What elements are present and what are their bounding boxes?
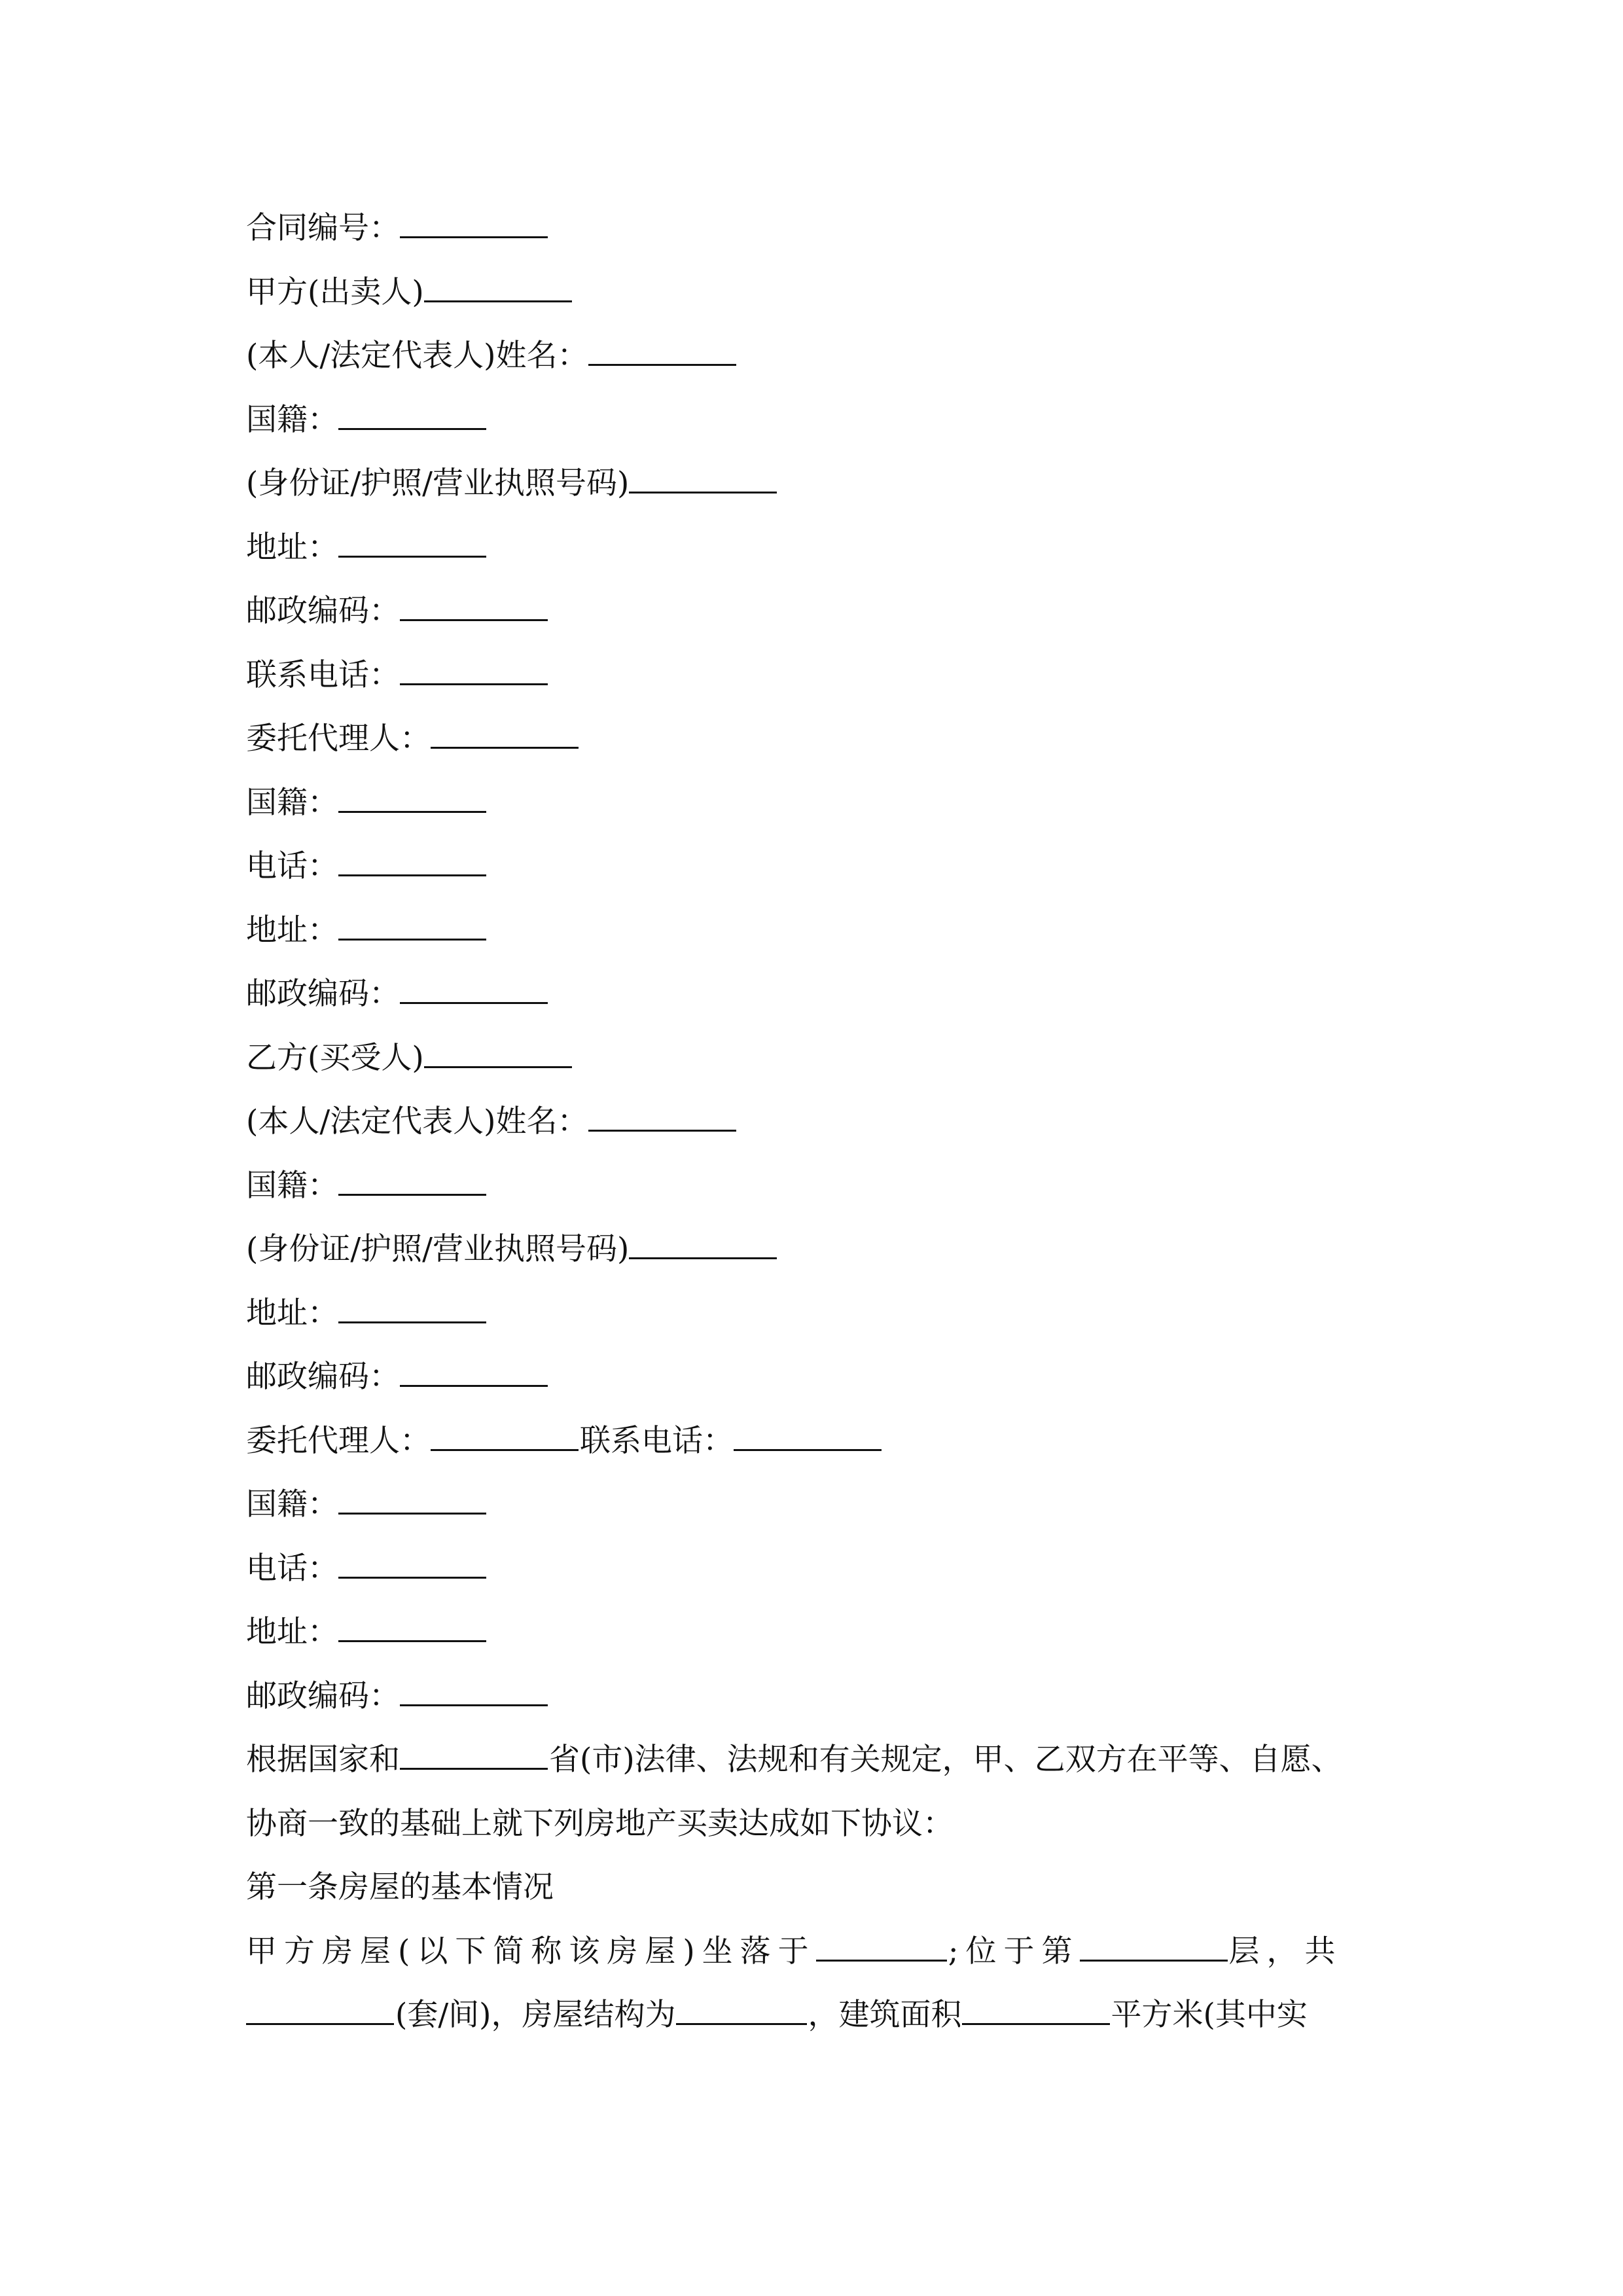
field-label: 委托代理人：: [246, 1422, 431, 1459]
fill-blank[interactable]: [338, 1155, 486, 1196]
buyer-agent-line: [246, 1409, 1398, 1473]
article-text: ;位于第: [948, 1933, 1080, 1969]
field-label: 国籍：: [246, 1167, 338, 1204]
field-label: 地址：: [246, 1295, 338, 1331]
seller-agent-phone-line: [246, 834, 1398, 899]
fill-blank[interactable]: [400, 1729, 548, 1770]
article-heading: 第一条房屋的基本情况: [246, 1869, 554, 1905]
seller-id-line: [246, 452, 1398, 516]
fill-blank[interactable]: [400, 963, 548, 1004]
fill-blank[interactable]: [338, 899, 486, 941]
field-label: 地址：: [246, 912, 338, 948]
buyer-agent-postcode-line: [246, 1664, 1398, 1729]
buyer-nationality-line: [246, 1154, 1398, 1218]
preamble-line-1: [246, 1728, 1398, 1792]
preamble-text: 协商一致的基础上就下列房地产买卖达成如下协议：: [246, 1805, 954, 1842]
article-1-title: [246, 1856, 1398, 1920]
seller-nationality-line: [246, 388, 1398, 452]
preamble-text: 省(市)法律、法规和有关规定，甲、乙双方在平等、自愿、: [549, 1742, 1342, 1778]
field-label: (本人/法定代表人)姓名：: [246, 338, 588, 374]
article-text: 层，共: [1228, 1933, 1343, 1969]
fill-blank[interactable]: [629, 452, 777, 493]
fill-blank[interactable]: [431, 708, 579, 749]
fill-blank[interactable]: [338, 1601, 486, 1642]
fill-blank[interactable]: [588, 325, 736, 366]
fill-blank[interactable]: [816, 1920, 947, 1962]
fill-blank[interactable]: [400, 1346, 548, 1387]
field-label: 地址：: [246, 1614, 338, 1650]
field-label: 电话：: [246, 1550, 338, 1587]
contract-number-line: [246, 196, 1398, 260]
field-label: 联系电话：: [246, 656, 400, 693]
field-label: 甲方(出卖人): [246, 274, 424, 310]
fill-blank[interactable]: [400, 197, 548, 238]
field-label: 国籍：: [246, 784, 338, 821]
buyer-agent-nationality-line: [246, 1473, 1398, 1537]
fill-blank[interactable]: [338, 516, 486, 558]
article-text: 甲方房屋(以下简称该房屋)坐落于: [246, 1933, 816, 1969]
seller-line: [246, 260, 1398, 325]
buyer-id-line: [246, 1217, 1398, 1282]
field-label: (本人/法定代表人)姓名：: [246, 1103, 588, 1139]
fill-blank[interactable]: [431, 1410, 579, 1451]
fill-blank[interactable]: [424, 261, 572, 302]
buyer-agent-address-line: [246, 1600, 1398, 1664]
fill-blank[interactable]: [338, 772, 486, 813]
field-label: 邮政编码：: [246, 976, 400, 1012]
field-label: (身份证/护照/营业执照号码): [246, 1231, 630, 1267]
fill-blank[interactable]: [338, 835, 486, 876]
article-text: 平方米(其中实: [1111, 1997, 1308, 2033]
fill-blank[interactable]: [400, 580, 548, 621]
fill-blank[interactable]: [338, 389, 486, 430]
field-label: (身份证/护照/营业执照号码): [246, 465, 630, 501]
field-label: 乙方(买受人): [246, 1039, 424, 1076]
field-label: 邮政编码：: [246, 1677, 400, 1714]
seller-address-line: [246, 516, 1398, 580]
article-text: (套/间)，房屋结构为: [395, 1997, 676, 2033]
article-1-line-2: [246, 1983, 1398, 2047]
preamble-text: 根据国家和: [246, 1742, 400, 1778]
field-label: 国籍：: [246, 401, 338, 438]
seller-agent-address-line: [246, 899, 1398, 963]
fill-blank[interactable]: [629, 1218, 777, 1259]
seller-agent-line: [246, 707, 1398, 771]
fill-blank[interactable]: [338, 1282, 486, 1323]
buyer-address-line: [246, 1282, 1398, 1346]
article-text: ，建筑面积: [808, 1997, 962, 2033]
seller-name-line: [246, 324, 1398, 388]
fill-blank[interactable]: [400, 1665, 548, 1706]
fill-blank[interactable]: [734, 1410, 882, 1451]
buyer-name-line: [246, 1090, 1398, 1154]
fill-blank[interactable]: [1080, 1920, 1228, 1962]
fill-blank[interactable]: [400, 644, 548, 685]
seller-postcode-line: [246, 579, 1398, 643]
field-label: 委托代理人：: [246, 721, 431, 757]
buyer-line: [246, 1026, 1398, 1090]
seller-phone-line: [246, 643, 1398, 708]
field-label: 邮政编码：: [246, 1359, 400, 1395]
field-label: 国籍：: [246, 1486, 338, 1522]
fill-blank[interactable]: [246, 1984, 394, 2025]
fill-blank[interactable]: [424, 1027, 572, 1068]
article-1-line-1: [246, 1920, 1398, 1984]
fill-blank[interactable]: [962, 1984, 1110, 2025]
field-label: 地址：: [246, 529, 338, 565]
field-label: 邮政编码：: [246, 593, 400, 629]
seller-agent-nationality-line: [246, 771, 1398, 835]
field-label-secondary: 联系电话：: [580, 1422, 734, 1459]
fill-blank[interactable]: [338, 1537, 486, 1579]
buyer-agent-phone-line: [246, 1537, 1398, 1601]
field-label: 电话：: [246, 848, 338, 884]
fill-blank[interactable]: [588, 1090, 736, 1132]
contract-body: [246, 196, 1398, 2047]
fill-blank[interactable]: [338, 1473, 486, 1515]
preamble-line-2: [246, 1792, 1398, 1856]
fill-blank[interactable]: [676, 1984, 807, 2025]
field-label: 合同编号：: [246, 210, 400, 246]
seller-agent-postcode-line: [246, 962, 1398, 1026]
buyer-postcode-line: [246, 1345, 1398, 1409]
